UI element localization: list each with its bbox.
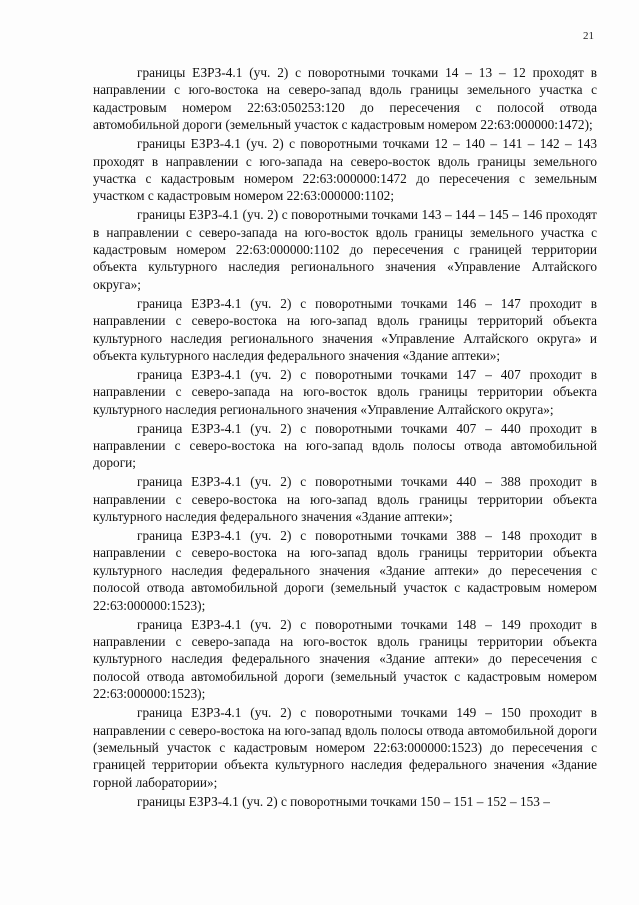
paragraph-10: граница ЕЗРЗ-4.1 (уч. 2) с поворотными точками 149 – 150 проходит в направлении с северо-востока на юго-запад вдоль полосы отвода автомобильной дороги (земельный участок с кадастровым номером 22:63:000000:1523) до пересечения с границей территории объекта культурного наследия федерального значения «Здание горной лаборатории»; [93,705,597,790]
paragraph-1: границы ЕЗРЗ-4.1 (уч. 2) с поворотными точками 14 – 13 – 12 проходят в направлении с юго-востока на северо-запад вдоль границы земельного участка с кадастровым номером 22:63:050253:120 до пересечения с полосой отвода автомобильной дороги (земельный участок с кадастровым номером 22:63:000000:1472); [93,65,597,133]
paragraph-5: граница ЕЗРЗ-4.1 (уч. 2) с поворотными точками 147 – 407 проходит в направлении с северо-запада на юго-восток вдоль границы территории объекта культурного наследия регионального значения «Управление Алтайского округа»; [93,366,597,417]
paragraph-4: граница ЕЗРЗ-4.1 (уч. 2) с поворотными точками 146 – 147 проходит в направлении с северо-востока на юго-запад вдоль границы территорий объекта культурного наследия регионального значения «Управление Алтайского округа» и объекта культурного наследия федерального значения «Здание аптеки»; [93,295,597,363]
paragraph-7: граница ЕЗРЗ-4.1 (уч. 2) с поворотными точками 440 – 388 проходит в направлении с северо-востока на юго-запад вдоль границы территории объекта культурного наследия федерального значения «Здание аптеки»; [93,474,597,525]
paragraph-3: границы ЕЗРЗ-4.1 (уч. 2) с поворотными точками 143 – 144 – 145 – 146 проходят в направлении с северо-запада на юго-восток вдоль границы земельного участка с кадастровым номером 22:63:000000:1102 до пересечения с границей территории объекта культурного наследия регионального значения «Управление Алтайского округа»; [93,207,597,292]
document-body [93,64,597,812]
paragraph-8: граница ЕЗРЗ-4.1 (уч. 2) с поворотными точками 388 – 148 проходит в направлении с северо-востока на юго-запад вдоль границы территории объекта культурного наследия федерального значения «Здание аптеки» до пересечения с полосой отвода автомобильной дороги (земельный участок с кадастровым номером 22:63:000000:1523); [93,528,597,613]
paragraph-11: границы ЕЗРЗ-4.1 (уч. 2) с поворотными точками 150 – 151 – 152 – 153 – [137,793,550,809]
page-number: 21 [583,30,594,42]
paragraph-6: граница ЕЗРЗ-4.1 (уч. 2) с поворотными точками 407 – 440 проходит в направлении с северо-востока на юго-запад вдоль полосы отвода автомобильной дороги; [93,420,597,471]
paragraph-2: границы ЕЗРЗ-4.1 (уч. 2) с поворотными точками 12 – 140 – 141 – 142 – 143 проходят в направлении с юго-запада на северо-восток вдоль границы земельного участка с кадастровым номером 22:63:000000:1472 до пересечения с земельным участком с кадастровым номером 22:63:000000:1102; [93,136,597,204]
paragraph-9: граница ЕЗРЗ-4.1 (уч. 2) с поворотными точками 148 – 149 проходит в направлении с северо-запада на юго-восток вдоль границы территории объекта культурного наследия федерального значения «Здание аптеки» до пересечения с полосой отвода автомобильной дороги (земельный участок с кадастровым номером 22:63:000000:1523); [93,616,597,702]
